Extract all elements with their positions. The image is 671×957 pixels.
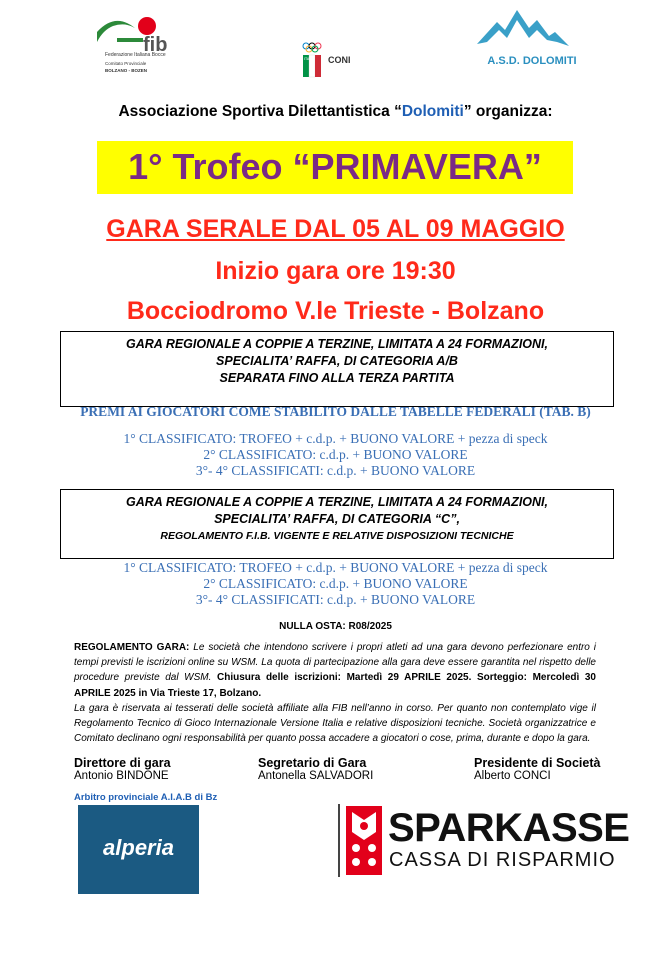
organizer-highlight: Dolomiti — [401, 103, 464, 120]
page-title: 1° Trofeo “PRIMAVERA” — [128, 146, 542, 187]
coni-text: CONI — [328, 55, 351, 65]
event-dates: GARA SERALE DAL 05 AL 09 MAGGIO — [106, 215, 565, 243]
dolomiti-logo — [477, 6, 587, 70]
prize-line: 1° CLASSIFICATO: TROFEO + c.d.p. + BUONO VALORE + pezza di speck — [123, 431, 548, 446]
event-venue: Bocciodromo V.le Trieste - Bolzano — [126, 297, 545, 325]
sparkasse-name: SPARKASSE — [388, 806, 630, 850]
signature-director: Direttore di gara Antonio BINDONE — [74, 756, 171, 782]
coni-logo — [298, 40, 368, 82]
prize-line: 1° CLASSIFICATO: TROFEO + c.d.p. + BUONO VALORE + pezza di speck — [123, 560, 548, 575]
arbitro-note: Arbitro provinciale A.I.A.B di Bz — [74, 792, 218, 803]
svg-text:ITALIA: ITALIA — [304, 57, 315, 61]
organizer-line: Associazione Sportiva Dilettantistica “Dolomiti” organizza: — [118, 103, 553, 120]
fib-logo — [95, 12, 187, 78]
regolamento-text: REGOLAMENTO GARA: Le società che intendono scrivere i propri atleti ad una gara devono perfezionare entro i tempi previsti le iscrizioni online su WSM. La quota di partecipazione alla gara deve essere garantita nel rispetto delle procedure previste dal WSM. Chiusura delle iscrizioni: Martedì 29 APRILE 2025. Sorteggio: Mercoledì 30 APRILE 2025 in Via Trieste 17, Bolzano. La gara è riservata ai tesserati delle società affiliate alla FIB nell’anno in corso. Per quanto non contemplato vige il Regolamento Tecnico di Gioco Internazionale Versione Italia e relative disposizioni tecniche. Società organizzatrice e Comitato declinano ogni responsabilità per quanto possa accadere a giocatori o cose, prima, durante e dopo la gara. — [74, 642, 596, 745]
prizes-list-ab — [0, 431, 671, 479]
nulla-osta: NULLA OSTA: R08/2025 — [279, 621, 392, 632]
sparkasse-subtitle: CASSA DI RISPARMIO — [389, 849, 616, 871]
event-start-time: Inizio gara ore 19:30 — [215, 257, 456, 285]
category-ab-box: GARA REGIONALE A COPPIE A TERZINE, LIMITATA A 24 FORMAZIONI, SPECIALITA’ RAFFA, DI CATEGORIA A/B SEPARATA FINO ALLA TERZA PARTITA — [60, 331, 614, 407]
prize-line: 3°- 4° CLASSIFICATI: c.d.p. + BUONO VALORE — [195, 592, 476, 607]
prize-line: 2° CLASSIFICATO: c.d.p. + BUONO VALORE — [203, 447, 468, 462]
dolomiti-text: A.S.D. DOLOMITI — [487, 55, 577, 67]
prize-line: 2° CLASSIFICATO: c.d.p. + BUONO VALORE — [203, 576, 468, 591]
signature-secretary: Segretario di Gara Antonella SALVADORI — [258, 756, 374, 782]
premi-header: PREMI AI GIOCATORI COME STABILITO DALLE TABELLE FEDERALI (TAB. B) — [80, 404, 591, 419]
alperia-logo: alperia — [78, 805, 199, 894]
prize-line: 3°- 4° CLASSIFICATI: c.d.p. + BUONO VALORE — [195, 463, 476, 478]
svg-text:Federazione Italiana Bocce: Federazione Italiana Bocce — [105, 52, 166, 58]
svg-text:Comitato Provinciale: Comitato Provinciale — [105, 61, 147, 66]
category-c-box: GARA REGIONALE A COPPIE A TERZINE, LIMITATA A 24 FORMAZIONI, SPECIALITA’ RAFFA, DI CATEGORIA “C”, REGOLAMENTO F.I.B. VIGENTE E RELATIVE DISPOSIZIONI TECNICHE — [60, 489, 614, 559]
fib-text: fib — [143, 34, 168, 56]
prizes-list-c — [0, 560, 671, 608]
svg-text:BOLZANO - BOZEN: BOLZANO - BOZEN — [105, 68, 147, 73]
sparkasse-emblem-icon — [346, 806, 382, 875]
signature-president: Presidente di Società Alberto CONCI — [474, 756, 601, 782]
